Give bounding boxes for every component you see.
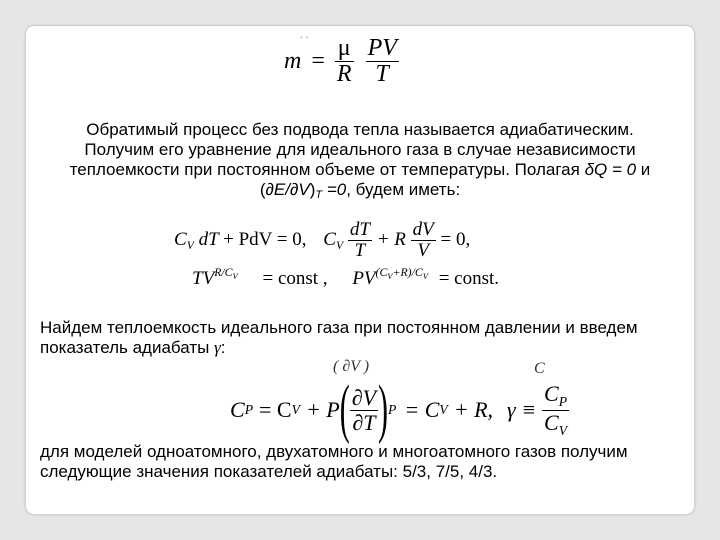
p1-dEdV: ∂E/∂V <box>265 180 310 199</box>
eq1-pdv: + PdV = 0, <box>223 228 307 250</box>
eq2-exp: R/C <box>214 266 233 279</box>
eq1-frac2-den: V <box>417 239 429 261</box>
p1-line3-text: теплоемкости при постоянном объеме от температуры. Полагая <box>69 160 585 179</box>
eq2-const1: = const , <box>262 268 328 290</box>
eq2-PV: PV <box>352 268 376 290</box>
mass-R: R <box>336 61 352 88</box>
eq3-rparen: ) <box>378 372 389 446</box>
eq3-g-num-sub: P <box>558 394 568 410</box>
eq3-Cv2-sub: V <box>439 402 448 417</box>
eq1-plusR: + R <box>376 228 406 250</box>
eq3-subP: P <box>388 402 397 417</box>
p1-eq0: =0 <box>322 180 347 199</box>
eq1-frac2-num: dV <box>412 219 434 240</box>
mass-PV: PV <box>367 35 397 61</box>
p1-line3 <box>40 160 680 180</box>
p2-line2-text: показатель адиабаты <box>40 338 215 357</box>
p1-line4 <box>40 180 680 205</box>
p1-line4-end: , будем иметь: <box>346 180 461 199</box>
mass-mu: μ <box>335 36 354 62</box>
p1-line4-close: ) <box>309 180 316 199</box>
eq3-gamma: γ ≡ <box>507 397 537 422</box>
eq3-gamma-frac <box>542 382 569 437</box>
eq3-g-den-sub: V <box>558 422 568 438</box>
eq1-frac1-den: T <box>354 239 366 261</box>
eq2-exp2-b: +R)/C <box>392 266 423 279</box>
eq3-frac <box>350 386 378 433</box>
eq2-const2: = const. <box>438 268 500 290</box>
eq1-C: C <box>174 228 187 250</box>
eq3-eqCv2: = C <box>404 397 440 422</box>
eq1-frac2 <box>411 220 436 261</box>
p1-subT: T <box>315 189 323 201</box>
eq3-ghost-C: C <box>534 360 545 377</box>
eq3-frac-num: ∂V <box>351 385 377 411</box>
eq3-frac-den: ∂T <box>352 409 376 435</box>
p2-gamma: γ <box>214 338 221 357</box>
p1-line2: Получим его уравнение для идеального газа в случае независимости <box>84 140 636 159</box>
eq3-Cv-sub: V <box>291 402 300 417</box>
paragraph-2 <box>40 318 690 358</box>
eq2-exp2-sub2: V <box>422 271 428 282</box>
mass-lhs: m <box>284 48 302 75</box>
p3-line2: следующие значения показателей адиабаты: 5/3, 7/5, 4/3. <box>40 462 498 481</box>
eq3-g-num: C <box>544 381 559 407</box>
mass-frac-mu <box>335 36 354 87</box>
eq1-frac1-num: dT <box>349 219 370 240</box>
p1-line4-open: ( <box>259 180 266 199</box>
mass-eq: = <box>311 48 325 75</box>
eq1-C2: C <box>323 228 336 250</box>
p1-line3-end: и <box>636 160 651 179</box>
p2-line2 <box>40 338 690 358</box>
p1-line1: Обратимый процесс без подвода тепла называется адиабатическим. <box>86 120 634 139</box>
eq1-dT: dT <box>198 228 219 250</box>
eq3-plusP: + P <box>305 397 340 422</box>
p1-dQ: δQ = 0 <box>584 160 637 179</box>
eq3-eqCv: = C <box>259 397 292 422</box>
mass-frac-pv <box>366 36 399 87</box>
eq1-row1 <box>174 220 470 261</box>
p3-line1: для моделей одноатомного, двухатомного и многоатомного газов получим <box>40 442 628 461</box>
eq3-plusR: + R, <box>453 397 494 422</box>
eq2-exp-sub: V <box>232 271 238 282</box>
mass-T: T <box>375 61 389 88</box>
eq3 <box>230 372 569 446</box>
p2-line1: Найдем теплоемкость идеального газа при постоянном давлении и введем <box>40 318 638 337</box>
top-mark: . . <box>300 30 309 41</box>
eq1-Vsub: V <box>186 238 194 252</box>
eq1-frac1 <box>348 220 372 261</box>
eq3-ghost-top: ( ∂V ) <box>333 358 370 375</box>
p2-colon: : <box>220 338 226 357</box>
mass-formula <box>284 36 399 87</box>
eq2-TV: TV <box>192 268 215 290</box>
eq2-exp2-sub: V <box>387 271 393 282</box>
eq1-row2 <box>192 266 499 290</box>
eq2-exp2: (C <box>375 266 388 279</box>
eq3-Cp-sub: P <box>244 402 254 417</box>
paragraph-1 <box>40 120 680 205</box>
eq3-g-den: C <box>544 409 559 435</box>
eq3-lparen: ( <box>339 372 350 446</box>
eq1-Vsub2: V <box>335 238 344 252</box>
paragraph-3 <box>40 442 690 482</box>
eq3-Cp: C <box>230 397 245 422</box>
eq1-end: = 0, <box>440 228 471 250</box>
